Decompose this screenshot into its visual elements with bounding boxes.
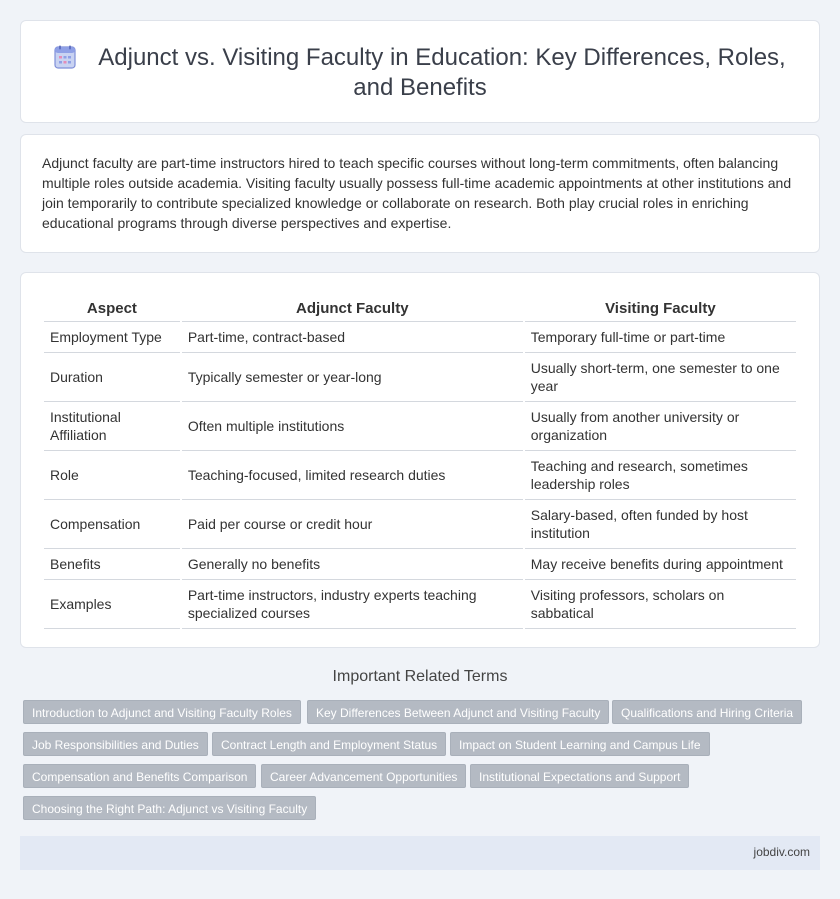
table-cell: Usually short-term, one semester to one year [525, 353, 796, 402]
title-line-1: Adjunct vs. Visiting Faculty in Education: Key Differences, Roles, [98, 44, 786, 71]
table-cell: Visiting professors, scholars on sabbatical [525, 580, 796, 629]
table-cell: Paid per course or credit hour [182, 500, 523, 549]
related-term-tag[interactable]: Career Advancement Opportunities [261, 764, 466, 788]
table-cell: Part-time, contract-based [182, 322, 523, 353]
table-row [44, 322, 796, 353]
intro-card [20, 134, 820, 253]
table-cell: Part-time instructors, industry experts teaching specialized courses [182, 580, 523, 629]
table-cell: Generally no benefits [182, 549, 523, 580]
related-term-tag[interactable]: Qualifications and Hiring Criteria [612, 700, 802, 724]
table-cell: Benefits [44, 549, 180, 580]
table-cell: Usually from another university or organization [525, 402, 796, 451]
related-term-tag[interactable]: Impact on Student Learning and Campus Life [450, 732, 710, 756]
page-title [51, 43, 789, 103]
table-cell: May receive benefits during appointment [525, 549, 796, 580]
table-cell: Teaching and research, sometimes leadership roles [525, 451, 796, 500]
related-term-tag[interactable]: Introduction to Adjunct and Visiting Faculty Roles [23, 700, 301, 724]
table-header-row [44, 297, 796, 322]
intro-text: Adjunct faculty are part-time instructors hired to teach specific courses without long-term commitments, often balancing multiple roles outside academia. Visiting faculty usually possess full-time academic appointments at other institutions and join temporarily to contribute specialized knowledge or collaborate on research. Both play crucial roles in enriching educational programs through diverse perspectives and expertise. [42, 155, 792, 231]
document-icon [54, 45, 76, 69]
table-cell: Employment Type [44, 322, 180, 353]
related-term-tag[interactable]: Compensation and Benefits Comparison [23, 764, 256, 788]
table-row [44, 549, 796, 580]
table-cell: Examples [44, 580, 180, 629]
footer-site-link[interactable]: jobdiv.com [753, 845, 810, 859]
table-row [44, 580, 796, 629]
header-adjunct: Adjunct Faculty [182, 297, 523, 322]
comparison-card [20, 272, 820, 648]
table-cell: Duration [44, 353, 180, 402]
table-cell: Often multiple institutions [182, 402, 523, 451]
related-term-tag[interactable]: Contract Length and Employment Status [212, 732, 446, 756]
table-row [44, 451, 796, 500]
table-row [44, 353, 796, 402]
table-cell: Institutional Affiliation [44, 402, 180, 451]
header-aspect: Aspect [44, 297, 180, 322]
related-term-tag[interactable]: Job Responsibilities and Duties [23, 732, 208, 756]
related-term-tag[interactable]: Choosing the Right Path: Adjunct vs Visiting Faculty [23, 796, 316, 820]
header-card [20, 20, 820, 123]
table-cell: Salary-based, often funded by host institution [525, 500, 796, 549]
table-cell: Role [44, 451, 180, 500]
related-terms-title: Important Related Terms [332, 668, 508, 685]
table-cell: Typically semester or year-long [182, 353, 523, 402]
footer [20, 836, 820, 870]
title-line-2: and Benefits [353, 74, 487, 101]
header-visiting: Visiting Faculty [525, 297, 796, 322]
table-row [44, 402, 796, 451]
table-cell: Compensation [44, 500, 180, 549]
related-term-tag[interactable]: Institutional Expectations and Support [470, 764, 689, 788]
table-cell: Temporary full-time or part-time [525, 322, 796, 353]
table-cell: Teaching-focused, limited research duties [182, 451, 523, 500]
table-row [44, 500, 796, 549]
related-term-tag[interactable]: Key Differences Between Adjunct and Visiting Faculty [307, 700, 609, 724]
comparison-table [42, 297, 798, 629]
